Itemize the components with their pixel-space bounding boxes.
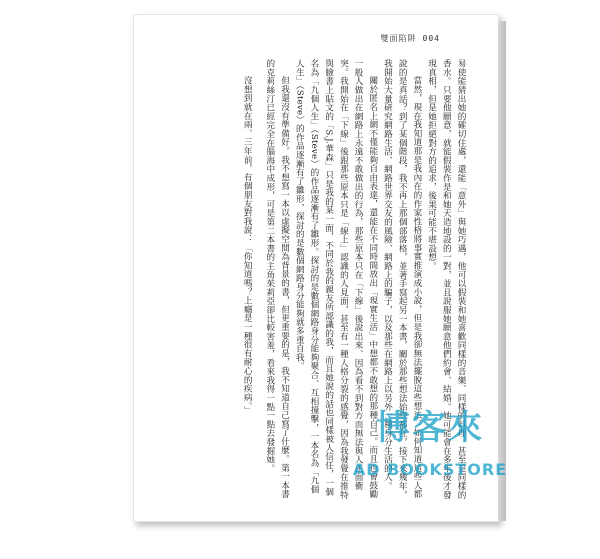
paragraph: 沒想到就在兩、三年前，有個朋友對我說：「你知道嗎？上癮是一種很有耐心的疾病。」 <box>242 76 253 416</box>
book-page <box>133 14 499 522</box>
running-header <box>381 33 440 44</box>
paragraph: 但我還沒有準備好。我不想寫一本以虛擬空間為背景的書，但更重要的是，我不知道自己寫了什麼。第一本書的克莉絲汀已經完全在腦海中成形，可是第二本書的主角茱莉亞卻比較害羞，看來我得一點一點去發掘她。 <box>264 59 290 499</box>
watermark-logo: 博客來 <box>376 408 484 448</box>
paragraph: 關於匿名上網不僅能夠自由表達，還能在不同時間放出「現實生活」中想都不敢想的那種自己。而且也會鼓勵一般人做出在網路上永遠不敢做出的行為，那些原本只在「下線」後說出來、因為看不到對方而無法與人正面衝突。我開始在「下線」後跟那些原本只是「線上」認識的人見面，甚至有一種人格分裂的感覺，因為我發覺在推特與臉書上貼文的「S.J.華森」只是我的某一面，不同於我的親友所認識的我，而且她說的話也同樣被人信任，一個名為「九個人生」（Steve）的作品逐漸有了雛形。探討的是數個網路身分能夠聚合、互相撞擊，一本名為「九個人生」（Steve）的作品逐漸有了雛形，探討的是數個網路身分能夠就多重自我。 <box>294 59 378 499</box>
page-number: 004 <box>422 34 440 43</box>
paragraph: 當然，現在我知道那是我內在的作家性格將事實推演成小說，但是我卻無法擺脫這些想法：如何知道這些人都說的是真話？到了某個階段，我不再上那個部落格，並著手寫起另一本書，關於那些想法始終都在，接下來幾年，我開始大量研究網路生活、網路世界交友的風險、網路上的騙子，以及那些在網路上以另外一種身分生活的人。 <box>382 59 422 499</box>
paragraph: 易使能猜出她的確切住處，還能「意外」與她巧遇，他可以假裝和她喜歡同樣的音樂、同樣的料理，甚至是同樣的香水。只要他願意，就能假裝作是和她天造地設的一對，並且說服她願意他們約會、結婚。她可能會在多年後才發現真相，但是她拒絕對方的追求，後果可能不堪設想。 <box>426 59 466 499</box>
watermark-subtitle: AD BOOKSTORE <box>352 460 508 479</box>
book-title: 雙面陷阱 <box>380 34 417 43</box>
body-text <box>239 59 468 499</box>
book-spine <box>498 21 506 521</box>
